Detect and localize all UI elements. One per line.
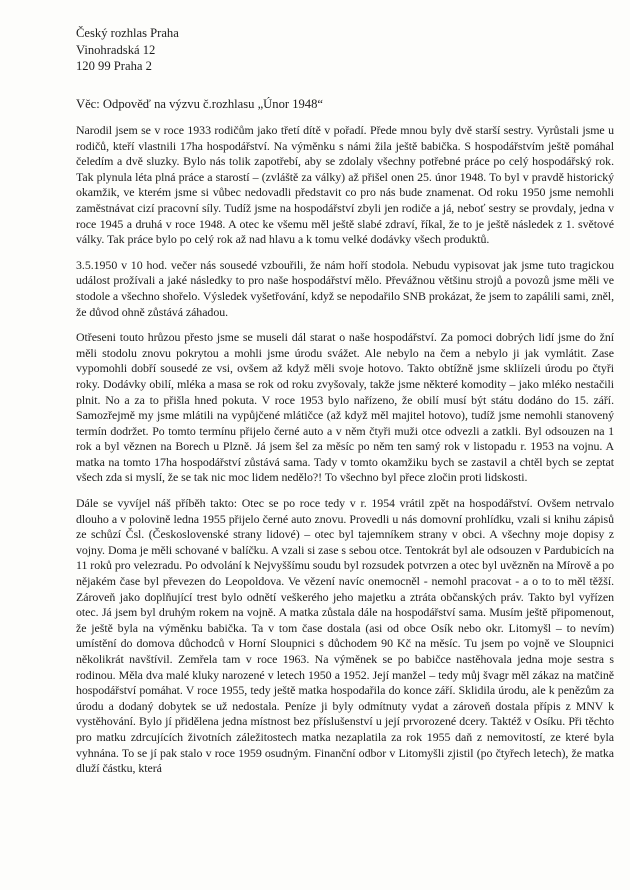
body-paragraph: Narodil jsem se v roce 1933 rodičům jako třetí dítě v pořadí. Přede mnou byly dvě starší sestry. Vyrůstali jsme u rodičů, kteří vlastnili 17ha hospodářství. Na výměnku s námi žila ještě babička. S hospodářstvím ještě pomáhal čeledím a dvě sluzky. Bylo nás tolik zapotřebí, aby se zdolaly všechny potřebné práce po celý hospodářský rok. Tak plynula léta plná práce a starostí – (zvláště za války) až přišel onen 25. únor 1948. To byl v pravdě historický okamžik, ve kterém jsme si vůbec nedovadli představit co pro nás bude znamenat. Od roku 1950 jsme nemohli zaměstnávat cizí pracovní síly. Tudíž jsme na hospodářství zbyli jen rodiče a já, neboť sestry se provdaly, jedna v roce 1945 a druhá v roce 1948. A otec ke všemu měl ještě slabé zdraví, říkal, že to je ještě následek z 1. světové války. Tak práce bylo po celý rok až nad hlavu a k tomu velké dodávky všech produktů. — [76, 123, 614, 247]
recipient-address — [76, 25, 179, 75]
body-paragraph: Otřeseni touto hrůzou přesto jsme se museli dál starat o naše hospodářství. Za pomoci dobrých lidí jsme do žní měli stodolu znovu pokrytou a mohli jsme úrodu svážet. Ale nebylo na čem a nebylo ji jak vymlátit. Zase vypomohli dobří sousedé ze vsi, ovšem až když měli svoje hotovo. Takto obtížně jsme skliízeli úrodu po čtyři roky. Dodávky obilí, mléka a masa se rok od roku zvyšovaly, takže jsme některé komodity – jako mléko nestačili plnit. No a za to přišla hned pokuta. V roce 1953 bylo nařízeno, že obilí musí být státu dodáno do 15. září. Samozřejmě my jsme mlátili na vypůjčené mlátičce (až když měl majitel hotovo), tudíž jsme nemohli stanovený termín dodržet. Po tomto termínu přijelo černé auto a v něm čtyři muži otce odvezli a zatkli. Byl odsouzen na 1 rok a byl věznen na Borech u Plzně. Já jsem šel za měsíc po něm ten samý rok v listopadu r. 1953 na vojnu. A matka na tomto 17ha hospodářství zůstává sama. Tady v tomto okamžiku bych se zastavil a chtěl bych se zeptat všech zda si myslí, že se tak nic moc lidem nedělo?! To všechno byl přece zločin proti lidskosti. — [76, 330, 614, 485]
address-line: 120 99 Praha 2 — [76, 59, 152, 73]
letter-subject: Věc: Odpověď na výzvu č.rozhlasu „Únor 1948“ — [76, 97, 323, 111]
address-line: Vinohradská 12 — [76, 42, 156, 57]
address-line: Český rozhlas Praha — [76, 26, 179, 40]
body-paragraph: 3.5.1950 v 10 hod. večer nás sousedé vzbouřili, že nám hoří stodola. Nebudu vypisovat jak jsme tuto tragickou událost prožívali a jaké následky to pro naše hospodářství mělo. Převážnou většinu strojů a povozů jsme měli ve stodole a všechno shořelo. Výsledek vyšetřování, když se nepodařilo SNB prokázat, že jsem to zapálili sami, zněl, že důvod ohně zůstává záhadou. — [76, 257, 614, 319]
body-paragraph: Dále se vyvíjel náš příběh takto: Otec se po roce tedy v r. 1954 vrátil zpět na hospodářství. Ovšem netrvalo dlouho a v polovině ledna 1955 přijelo černé auto znovu. Provedli u nás domovní prohlídku, vzali si knihu zápisů ze schůzí Čsl. (Československé strany lidové) – otec byl tajemníkem strany v obci. A všechny moje dopisy z vojny. Doma je měli schované v balíčku. A vzali si zase s sebou otce. Tentokrát byl ale odsouzen v Pardubicích na 11 roků pro velezradu. Po odvolání k Nejvyššímu soudu byl rozsudek potvrzen a otec byl uvězněn na Mírově a po nějakém čase byl převezen do Leopoldova. Ve vězení navíc onemocněl - nemohl pracovat - a o to to měl těžší. Zároveň jako doplňující trest bylo odnětí veškerého jeho majetku a ztráta občanských práv. Takto byl vyřízen otec. Já jsem byl druhým rokem na vojně. A matka zůstala dále na hospodářství sama. Musím ještě připomenout, že ještě byla na výměnku babička. Ta v tom čase dostala (asi od obce Osík nebo okr. Litomyšl – to nevím) umístění do domova důchodců v Horní Sloupnici s důchodem 90 Kč na měsíc. Tu jsem po vojně ve Sloupnici několikrát navštívil. Zemřela tam v roce 1963. Na výměnek se po babičce nastěhovala jedna moje sestra s rodinou. Měla dva malé kluky narozené v letech 1950 a 1952. Její manžel – tedy můj švagr měl zákaz na matčině hospodářství pomáhat. V roce 1955, tedy ještě matka hospodařila do konce září. Sklidila úrodu, ale k penězům za úrodu a dodaný dobytek se už nedostala. Peníze ji byly odmítnuty vydat a zároveň dostala přípis z MNV k vystěhování. Bylo jí přidělena jedna místnost bez příslušenství u její prvorozené dcery. Taktéž v Osíku. Při těchto pro matku zdrcujících životních záležitostech matka nezaplatila za rok 1955 daň z nemovitostí, ze které byla vyhnána. To se jí pak stalo v roce 1959 osudným. Finanční odbor v Litomyšli zjistil (po čtyřech letech), že matka dluží částku, která — [76, 496, 614, 776]
letter-body — [76, 123, 614, 777]
